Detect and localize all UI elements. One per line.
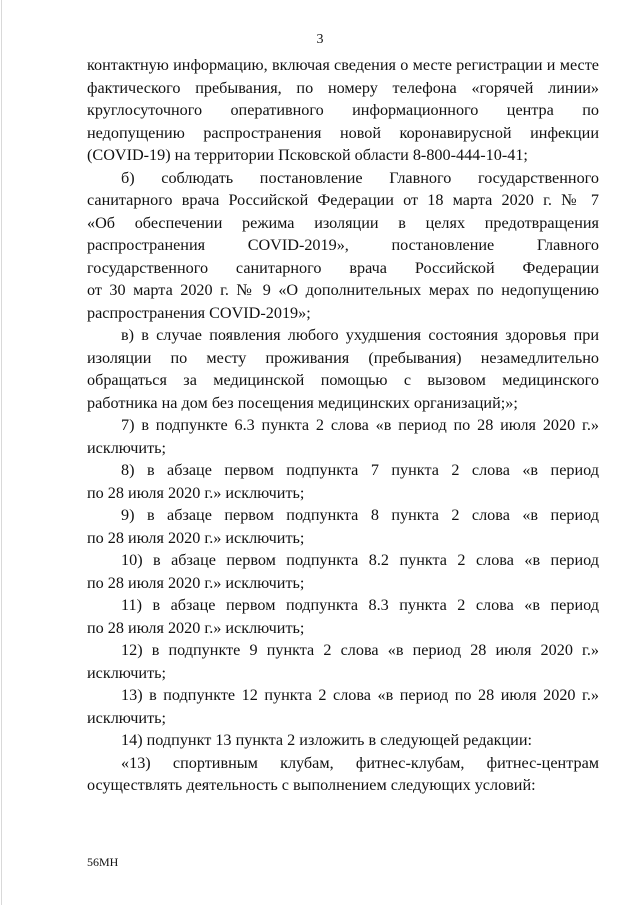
- text-line: «Об обеспечении режима изоляции в целях предотвращения: [87, 213, 599, 232]
- paragraph: [87, 752, 599, 797]
- paragraph: [87, 639, 599, 684]
- text-line: распространения COVID-2019», постановление Главного: [87, 236, 599, 254]
- text-line: осуществлять деятельность с выполнением следующих условий:: [87, 776, 536, 794]
- text-line: 11) в абзаце первом подпункта 8.3 пункта 2 слова «в период: [121, 596, 599, 614]
- text-line: недопущению распространения новой коронавирусной инфекции: [87, 123, 599, 142]
- text-line: 7) в подпункте 6.3 пункта 2 слова «в период по 28 июля 2020 г.»: [121, 416, 599, 434]
- text-line: по 28 июля 2020 г.» исключить;: [87, 483, 305, 502]
- text-line: по 28 июля 2020 г.» исключить;: [87, 573, 305, 592]
- text-line: 12) в подпункте 9 пункта 2 слова «в период 28 июля 2020 г.»: [121, 641, 599, 659]
- paragraph: [87, 459, 599, 504]
- page-number: 3: [316, 32, 324, 47]
- text-line: санитарного врача Российской Федерации от 18 марта 2020 г. № 7: [87, 191, 599, 209]
- paragraph: [87, 54, 599, 167]
- paragraph: [87, 167, 599, 325]
- text-line: изоляции по месту проживания (пребывания) незамедлительно: [87, 348, 599, 367]
- paragraph: [87, 414, 599, 459]
- text-line: государственного санитарного врача Российской Федерации: [87, 258, 599, 277]
- paragraph: [87, 594, 599, 639]
- paragraph: [87, 504, 599, 549]
- text-line: распространения COVID-2019»;: [87, 303, 311, 322]
- text-line: 14) подпункт 13 пункта 2 изложить в следующей редакции:: [121, 731, 533, 749]
- page-edge: [1, 0, 2, 905]
- text-line: от 30 марта 2020 г. № 9 «О дополнительных мерах по недопущению: [87, 281, 599, 299]
- text-line: работника на дом без посещения медицинских организаций;»;: [87, 393, 518, 412]
- text-line: по 28 июля 2020 г.» исключить;: [87, 528, 305, 547]
- paragraph: [87, 729, 599, 752]
- text-line: круглосуточного оперативного информационного центра по: [87, 101, 599, 119]
- text-line: 9) в абзаце первом подпункта 8 пункта 2 слова «в период: [121, 506, 599, 524]
- text-line: б) соблюдать постановление Главного государственного: [121, 168, 599, 187]
- text-line: исключить;: [87, 663, 167, 682]
- text-line: 8) в абзаце первом подпункта 7 пункта 2 слова «в период: [121, 461, 599, 479]
- paragraph: [87, 324, 599, 414]
- text-line: обращаться за медицинской помощью с вызовом медицинского: [87, 371, 599, 389]
- text-line: «13) спортивным клубам, фитнес-клубам, фитнес-центрам: [121, 753, 599, 772]
- text-line: 10) в абзаце первом подпункта 8.2 пункта 2 слова «в период: [121, 551, 599, 569]
- text-line: исключить;: [87, 438, 167, 457]
- paragraph: [87, 684, 599, 729]
- text-line: (COVID-19) на территории Псковской области 8-800-444-10-41;: [87, 146, 528, 164]
- text-line: в) в случае появления любого ухудшения состояния здоровья при: [121, 326, 599, 344]
- text-line: фактического пребывания, по номеру телефона «горячей линии»: [87, 78, 599, 97]
- paragraph: [87, 549, 599, 594]
- text-line: 13) в подпункте 12 пункта 2 слова «в период по 28 июля 2020 г.»: [121, 686, 599, 704]
- document-body: [87, 54, 599, 797]
- footer-code: 56МН: [87, 855, 119, 869]
- text-line: исключить;: [87, 708, 167, 727]
- text-line: контактную информацию, включая сведения о месте регистрации и месте: [87, 56, 599, 74]
- text-line: по 28 июля 2020 г.» исключить;: [87, 618, 305, 637]
